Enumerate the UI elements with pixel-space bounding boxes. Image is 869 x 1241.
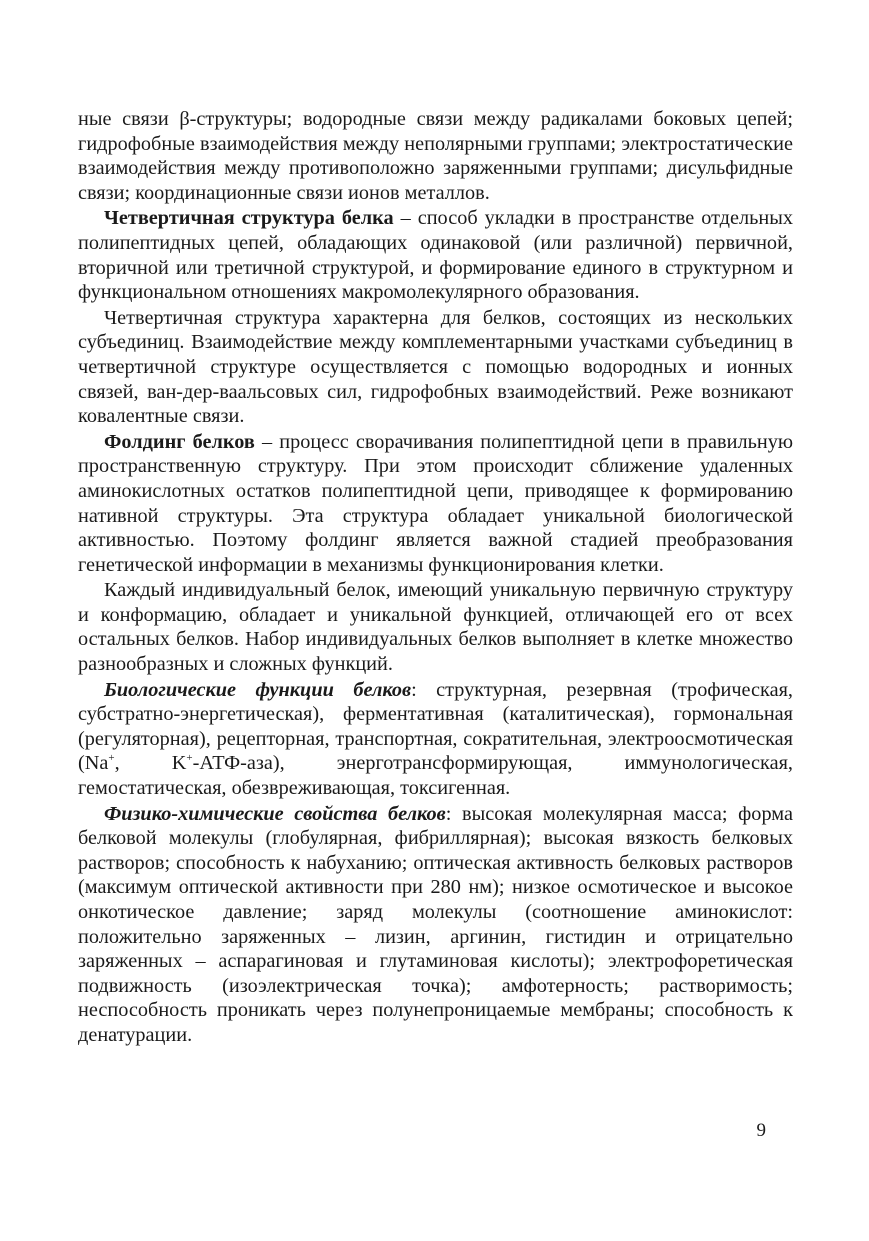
page-body-text xyxy=(78,107,793,1048)
paragraph-individual-protein-function xyxy=(78,578,793,676)
term-protein-folding: Фолдинг белков xyxy=(104,430,255,453)
paragraph-text: : структурная, резервная (трофическая, субстратно-энергетическая), ферментативная (каталитическая), гормональная (регуляторная), рецепторная, транспортная, сократительная, электроосмотическая (Na xyxy=(78,678,793,775)
superscript-plus-sign: + xyxy=(108,752,115,765)
paragraph-protein-folding xyxy=(78,430,793,578)
paragraph-text: ные связи β-структуры; водородные связи между радикалами боковых цепей; гидрофобные взаимодействия между неполярными группами; электростатические взаимодействия между противоположно заряженными группами; дисульфидные связи; координационные связи ионов металлов. xyxy=(78,108,793,204)
superscript-plus-sign: + xyxy=(186,752,193,765)
paragraph-protein-bonds-continuation xyxy=(78,107,793,205)
term-biological-functions: Биологические функции белков xyxy=(104,678,412,701)
paragraph-quaternary-structure-subunits xyxy=(78,306,793,429)
paragraph-biological-functions xyxy=(78,678,793,801)
term-physicochemical-properties: Физико-химические свойства белков xyxy=(104,802,446,825)
paragraph-text: Каждый индивидуальный белок, имеющий уникальную первичную структуру и конформацию, обладает и уникальной функцией, отличающей его от всех остальных белков. Набор индивидуальных белков выполняет в клетке множество разнообразных и сложных функций. xyxy=(78,579,793,676)
paragraph-text: Четвертичная структура характерна для белков, состоящих из нескольких субъединиц. Взаимодействие между комплементарными участками субъединиц в четвертичной структуре осуществляется с помощью водородных и ионных связей, ван-дер-ваальсовых сил, гидрофобных взаимодействий. Реже возникают ковалентные связи. xyxy=(78,306,793,428)
term-quaternary-structure: Четвертичная структура белка xyxy=(104,207,394,230)
paragraph-text: , K xyxy=(114,752,187,775)
paragraph-text: – способ укладки в пространстве отдельных полипептидных цепей, обладающих одинаковой (или различной) первичной, вторичной или третичной структурой, и формирование единого в структурном и функциональном отношениях макромолекулярного образования. xyxy=(78,207,793,304)
paragraph-quaternary-structure-definition xyxy=(78,206,793,304)
paragraph-text: -АТФ-аза), энерготрансформирующая, иммунологическая, гемостатическая, обезвреживающая, токсигенная. xyxy=(78,752,793,800)
paragraph-text: – процесс сворачивания полипептидной цепи в правильную пространственную структуру. При этом происходит сближение удаленных аминокислотных остатков полипептидной цепи, приводящее к формированию нативной структуры. Эта структура обладает уникальной биологической активностью. Поэтому фолдинг является важной стадией преобразования генетической информации в механизмы функционирования клетки. xyxy=(78,430,793,576)
paragraph-text: : высокая молекулярная масса; форма белковой молекулы (глобулярная, фибриллярная); высокая вязкость белковых растворов; способность к набуханию; оптическая активность белковых растворов (максимум оптической активности при 280 нм); низкое осмотическое и высокое онкотическое давление; заряд молекулы (соотношение аминокислот: положительно заряженных – лизин, аргинин, гистидин и отрицательно заряженных – аспарагиновая и глутаминовая кислоты); электрофоретическая подвижность (изоэлектрическая точка); амфотерность; растворимость; неспособность проникать через полунепроницаемые мембраны; способность к денатурации. xyxy=(78,802,793,1046)
page-number: 9 xyxy=(756,1120,766,1141)
paragraph-physicochemical-properties xyxy=(78,802,793,1048)
